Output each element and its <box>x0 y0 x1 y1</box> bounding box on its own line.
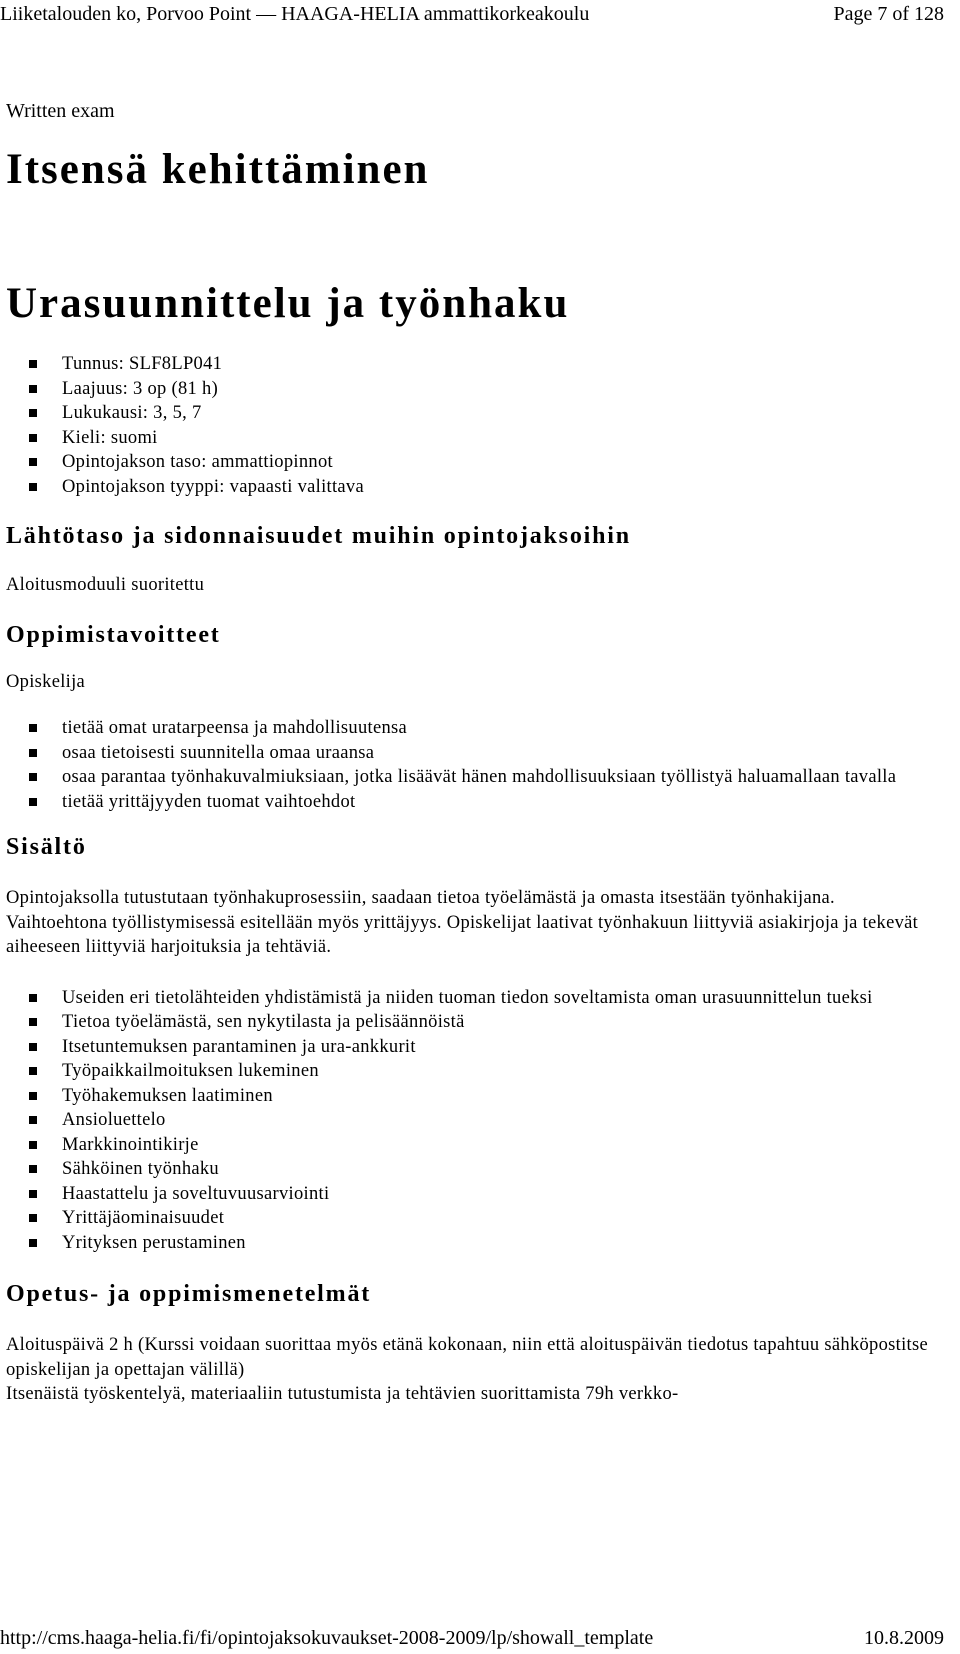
footer-date: 10.8.2009 <box>864 1627 944 1649</box>
print-header <box>0 0 944 34</box>
methods-line-1: Aloituspäivä 2 h (Kurssi voidaan suorittaa myös etänä kokonaan, niin että aloituspäivän tiedotus tapahtuu sähköpostitse opiskelijan ja opettajan välillä) <box>6 1335 928 1380</box>
content-item: Markkinointikirje <box>62 1133 936 1158</box>
fact-item: Lukukausi: 3, 5, 7 <box>62 401 936 426</box>
fact-item: Opintojakson taso: ammattiopinnot <box>62 450 936 475</box>
methods-heading: Opetus- ja oppimismenetelmät <box>6 1281 372 1307</box>
header-page-number: Page 7 of 128 <box>833 3 944 25</box>
content-text: Opintojaksolla tutustutaan työnhakuprosessiin, saadaan tietoa työelämästä ja omasta itsestään työnhakijana. Vaihtoehtona työllistymisessä esitellään myös yrittäjyys. Opiskelijat laativat työnhakuun liittyviä asiakirjoja ja tekevät aiheeseen liittyviä harjoituksia ja tehtäviä. <box>6 888 919 957</box>
fact-item: Laajuus: 3 op (81 h) <box>62 377 936 402</box>
content-heading: Sisältö <box>6 834 87 860</box>
content-item: Sähköinen työnhaku <box>62 1157 936 1182</box>
content-item: Ansioluettelo <box>62 1108 936 1133</box>
methods-line-2: Itsenäistä työskentelyä, materiaaliin tutustumista ja tehtävien suorittamista 79h verkko- <box>6 1384 679 1404</box>
doc-type-label: Written exam <box>6 100 115 122</box>
course-facts-list <box>6 352 936 499</box>
content-item: Tietoa työelämästä, sen nykytilasta ja pelisäännöistä <box>62 1010 936 1035</box>
content-item: Itsetuntemuksen parantaminen ja ura-ankkurit <box>62 1035 936 1060</box>
main-title: Itsensä kehittäminen <box>6 146 430 193</box>
outcomes-intro: Opiskelija <box>6 671 86 692</box>
document-body <box>6 98 936 1407</box>
outcome-item: tietää yrittäjyyden tuomat vaihtoehdot <box>62 790 936 815</box>
content-topics-list <box>6 986 936 1256</box>
content-item: Työpaikkailmoituksen lukeminen <box>62 1059 936 1084</box>
content-item: Työhakemuksen laatiminen <box>62 1084 936 1109</box>
outcome-item: osaa parantaa työnhakuvalmiuksiaan, jotka lisäävät hänen mahdollisuuksiaan työllistyä haluamallaan tavalla <box>62 765 936 790</box>
outcomes-heading: Oppimistavoitteet <box>6 621 221 648</box>
outcome-item: osaa tietoisesti suunnitella omaa uraansa <box>62 741 936 766</box>
prereq-text: Aloitusmoduuli suoritettu <box>6 575 205 595</box>
print-footer <box>0 1624 944 1652</box>
header-site-title: Liiketalouden ko, Porvoo Point — HAAGA-HELIA ammattikorkeakoulu <box>0 3 590 25</box>
course-title: Urasuunnittelu ja työnhaku <box>6 280 570 327</box>
content-item: Yrityksen perustaminen <box>62 1231 936 1256</box>
outcome-item: tietää omat uratarpeensa ja mahdollisuutensa <box>62 716 936 741</box>
fact-item: Kieli: suomi <box>62 426 936 451</box>
prereq-heading: Lähtötaso ja sidonnaisuudet muihin opintojaksoihin <box>6 523 631 549</box>
fact-item: Opintojakson tyyppi: vapaasti valittava <box>62 475 936 500</box>
fact-item: Tunnus: SLF8LP041 <box>62 352 936 377</box>
content-item: Useiden eri tietolähteiden yhdistämistä ja niiden tuoman tiedon soveltamista oman urasuunnittelun tueksi <box>62 986 936 1011</box>
footer-url: http://cms.haaga-helia.fi/fi/opintojaksokuvaukset-2008-2009/lp/showall_template <box>0 1627 654 1649</box>
content-item: Yrittäjäominaisuudet <box>62 1206 936 1231</box>
content-item: Haastattelu ja soveltuvuusarviointi <box>62 1182 936 1207</box>
outcomes-list <box>6 716 936 814</box>
